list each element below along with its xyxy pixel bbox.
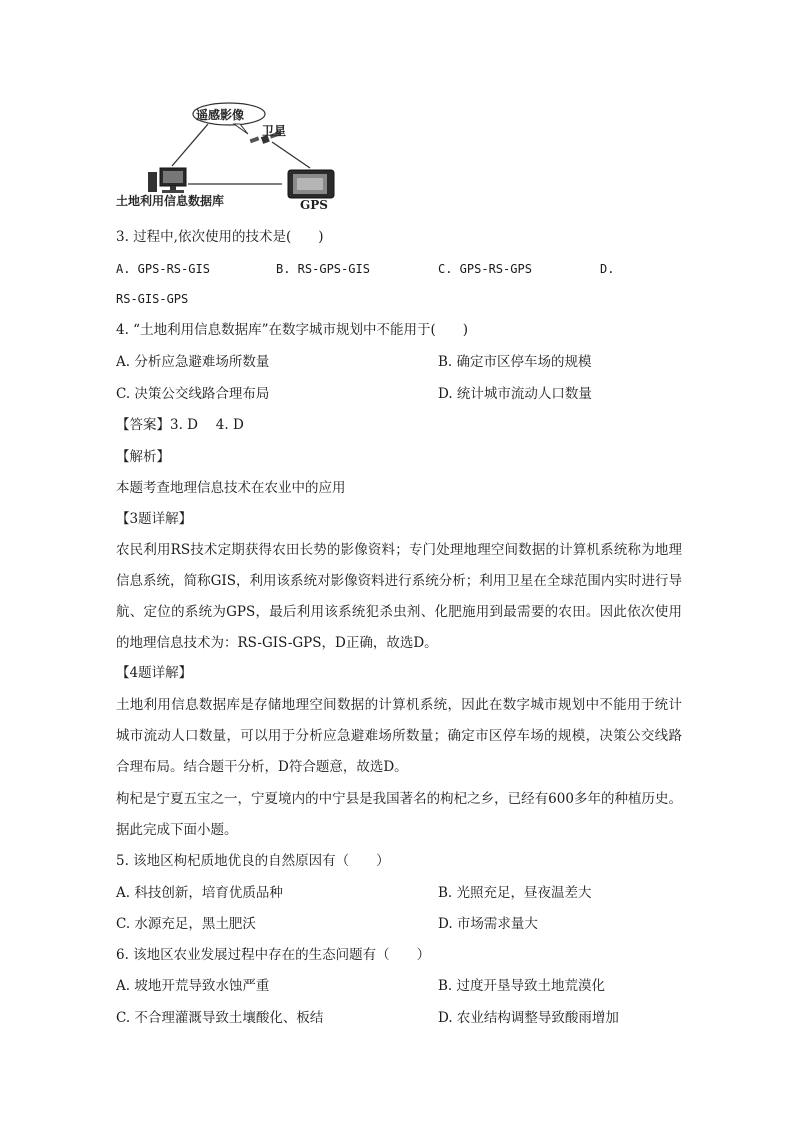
q4-option-d: D. 统计城市流动人口数量 xyxy=(438,386,592,402)
analysis-title: 【解析】 xyxy=(116,449,170,465)
q3-option-d-letter: D. xyxy=(600,262,615,276)
intro-gouqi: 枸杞是宁夏五宝之一，宁夏境内的中宁县是我国著名的枸杞之乡，已经有600多年的种植历史。据此完成下面小题。 xyxy=(116,791,682,838)
q4-detail-title: 【4题详解】 xyxy=(116,665,193,681)
q3-option-b: B. RS-GPS-GIS xyxy=(276,262,370,276)
line-satellite-gps xyxy=(272,142,310,168)
q3-stem: 3. 过程中,依次使用的技术是( ) xyxy=(116,229,324,245)
cloud-tail xyxy=(234,124,248,134)
q6-stem: 6. 该地区农业发展过程中存在的生态问题有（ ） xyxy=(116,947,431,963)
q3-option-a: A. GPS-RS-GIS xyxy=(116,262,210,276)
q6-option-c: C. 不合理灌溉导致土壤酸化、板结 xyxy=(116,1010,324,1026)
q4-option-c: C. 决策公交线路合理布局 xyxy=(116,386,270,402)
q5-option-a: A. 科技创新，培育优质品种 xyxy=(116,885,283,901)
q3-detail-title: 【3题详解】 xyxy=(116,511,193,527)
q6-option-a: A. 坡地开荒导致水蚀严重 xyxy=(116,978,270,994)
label-database: 土地利用信息数据库 xyxy=(116,194,225,208)
label-gps: GPS xyxy=(300,198,328,212)
analysis-intro: 本题考查地理信息技术在农业中的应用 xyxy=(116,480,346,496)
q4-stem: 4. “土地利用信息数据库”在数字城市规划中不能用于( ) xyxy=(116,322,469,338)
q4-option-b: B. 确定市区停车场的规模 xyxy=(438,354,592,370)
q6-option-b: B. 过度开垦导致土地荒漠化 xyxy=(438,978,606,994)
answer-line: 【答案】3. D 4. D xyxy=(116,417,244,433)
q4-detail-paragraph: 土地利用信息数据库是存储地理空间数据的计算机系统，因此在数字城市规划中不能用于统计城市流动人口数量，可以用于分析应急避难场所数量；确定市区停车场的规模，决策公交线路合理布局。结合题干分析，D符合题意，故选D。 xyxy=(116,697,682,775)
gps-device-icon xyxy=(288,170,334,198)
label-satellite: 卫星 xyxy=(262,124,287,138)
q3-option-c: C. GPS-RS-GPS xyxy=(438,262,532,276)
q3-option-d-value: RS-GIS-GPS xyxy=(116,292,189,306)
q5-option-d: D. 市场需求量大 xyxy=(438,916,538,932)
q5-stem: 5. 该地区枸杞质地优良的自然原因有（ ） xyxy=(116,853,390,869)
q3-detail-paragraph: 农民利用RS技术定期获得农田长势的影像资料；专门处理地理空间数据的计算机系统称为地理信息系统，简称GIS，利用该系统对影像资料进行系统分析；利用卫星在全球范围内实时进行导航、定位的系统为GPS，最后利用该系统犯杀虫剂、化肥施用到最需要的农田。因此依次使用的地理信息技术为：RS-GIS-GPS，D正确，故选D。 xyxy=(116,542,682,651)
computer-icon xyxy=(148,168,186,193)
q6-option-d: D. 农业结构调整导致酸雨增加 xyxy=(438,1010,619,1026)
label-rs-image: 遥感影像 xyxy=(196,108,245,122)
q5-option-b: B. 光照充足，昼夜温差大 xyxy=(438,885,592,901)
rs-gis-gps-diagram xyxy=(112,100,352,212)
q5-option-c: C. 水源充足，黑土肥沃 xyxy=(116,916,256,932)
q4-option-a: A. 分析应急避难场所数量 xyxy=(116,354,270,370)
line-rs-database xyxy=(172,124,208,166)
